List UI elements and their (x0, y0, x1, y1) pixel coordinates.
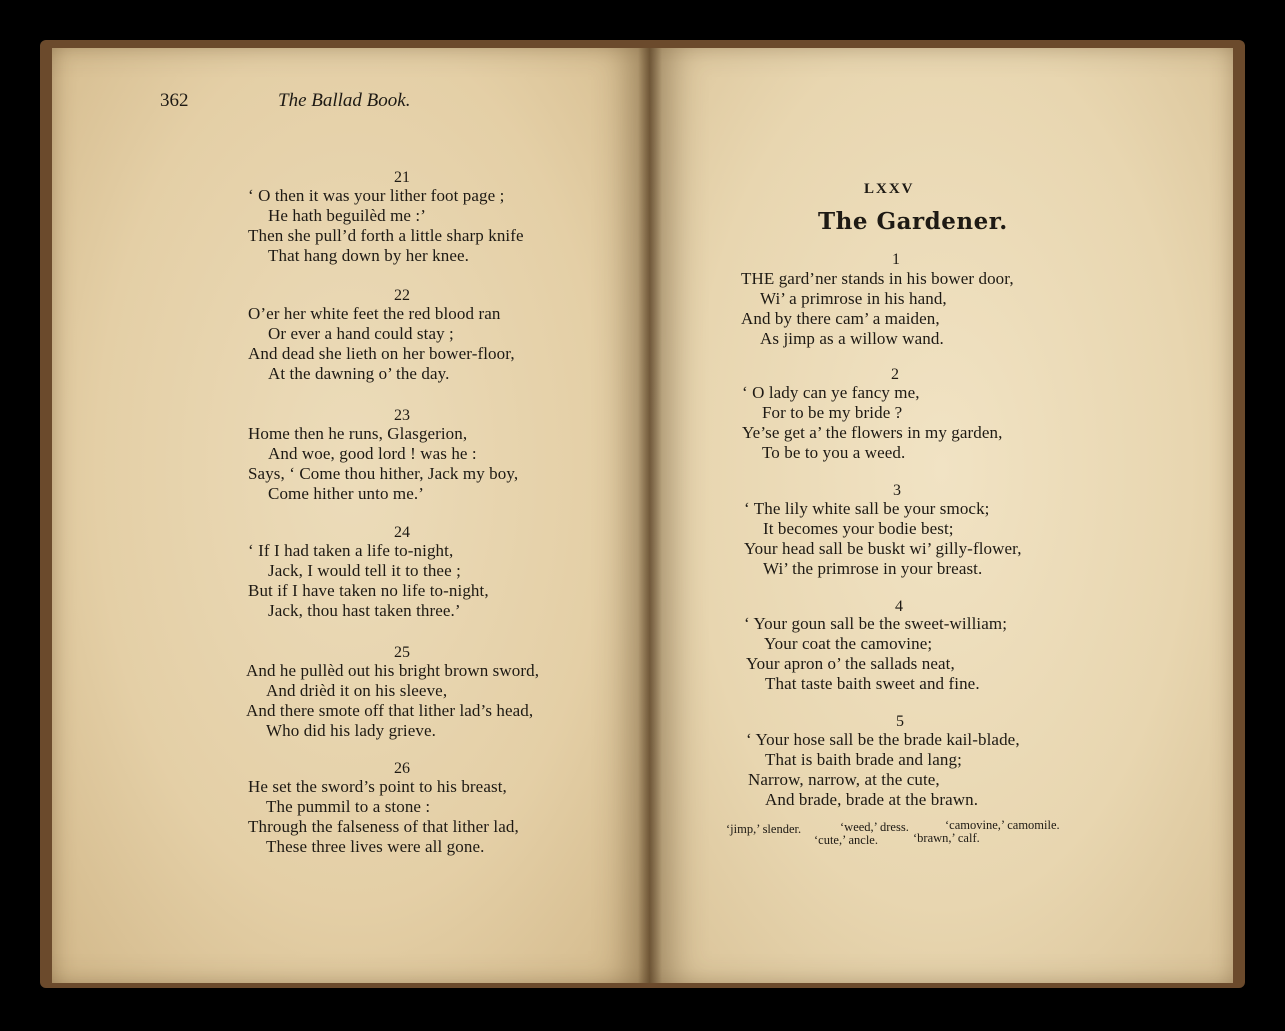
verse-line: That taste baith sweet and fine. (765, 674, 980, 693)
verse-line: He hath beguilèd me :’ (268, 206, 426, 225)
verse-line: Wi’ a primrose in his hand, (760, 289, 947, 308)
stanza-number: 25 (394, 644, 410, 661)
verse-line: Who did his lady grieve. (266, 721, 437, 740)
stanza-number: 23 (394, 407, 410, 424)
verse-line: Through the falseness of that lither lad, (248, 817, 519, 836)
verse-line: But if I have taken no life to-night, (248, 581, 489, 600)
verse-line: Jack, I would tell it to thee ; (268, 561, 461, 580)
verse-line: Your coat the camovine; (764, 634, 933, 653)
verse-line: He set the sword’s point to his breast, (248, 777, 507, 796)
verse-line: And by there cam’ a maiden, (741, 309, 940, 328)
verse-line: At the dawning o’ the day. (268, 364, 450, 383)
verse-line: Come hither unto me.’ (268, 484, 425, 503)
verse-line: And woe, good lord ! was he : (268, 444, 477, 463)
verse-line: These three lives were all gone. (266, 837, 485, 856)
verse-line: And there smote off that lither lad’s head, (246, 701, 534, 720)
stanza-number: 26 (394, 760, 410, 777)
verse-line: Then she pull’d forth a little sharp knife (248, 226, 524, 245)
page-number: 362 (160, 90, 189, 111)
stanza-number: 3 (893, 482, 901, 499)
verse-line: That is baith brade and lang; (765, 750, 962, 769)
glossary-entry: ‘jimp,’ slender. (726, 822, 802, 836)
verse-line: That hang down by her knee. (268, 246, 469, 265)
book-gutter (638, 48, 662, 983)
verse-line: And dead she lieth on her bower-floor, (248, 344, 515, 363)
verse-line: It becomes your bodie best; (763, 519, 954, 538)
glossary-entry: ‘camovine,’ camomile. (945, 818, 1060, 832)
verse-line: ‘ Your hose sall be the brade kail-blade, (746, 730, 1020, 749)
verse-line: ‘ O lady can ye fancy me, (742, 383, 920, 402)
verse-line: As jimp as a willow wand. (760, 329, 944, 348)
verse-line: And drièd it on his sleeve, (266, 681, 448, 700)
stanza-number: 21 (394, 169, 410, 186)
verse-line: And brade, brade at the brawn. (765, 790, 979, 809)
running-title: The Ballad Book. (278, 90, 411, 111)
verse-line: ‘ O then it was your lither foot page ; (248, 186, 505, 205)
glossary-entry: ‘cute,’ ancle. (814, 833, 878, 847)
glossary-entry: ‘weed,’ dress. (840, 820, 909, 834)
glossary-entry: ‘brawn,’ calf. (913, 831, 980, 845)
verse-line: Narrow, narrow, at the cute, (748, 770, 940, 789)
verse-line: Jack, thou hast taken three.’ (268, 601, 461, 620)
verse-line: Ye’se get a’ the flowers in my garden, (742, 423, 1003, 442)
stanza-number: 5 (896, 713, 904, 730)
ballad-number: LXXV (864, 181, 915, 197)
verse-line: O’er her white feet the red blood ran (248, 304, 501, 323)
stanza-number: 24 (394, 524, 410, 541)
verse-line: Says, ‘ Come thou hither, Jack my boy, (248, 464, 519, 483)
verse-line: ‘ If I had taken a life to-night, (248, 541, 454, 560)
verse-line: Your head sall be buskt wi’ gilly-flower, (744, 539, 1022, 558)
verse-line: Home then he runs, Glasgerion, (248, 424, 468, 443)
verse-line: ‘ Your goun sall be the sweet-william; (744, 614, 1008, 633)
verse-line: And he pullèd out his bright brown sword, (246, 661, 540, 680)
verse-line: ‘ The lily white sall be your smock; (744, 499, 990, 518)
open-book (40, 40, 1245, 988)
verse-line: Or ever a hand could stay ; (268, 324, 454, 343)
verse-line: For to be my bride ? (762, 403, 903, 422)
verse-line: THE gard’ner stands in his bower door, (741, 269, 1014, 288)
stanza-number: 2 (891, 366, 899, 383)
stanza-number: 1 (892, 251, 900, 268)
ballad-title: The Gardener. (818, 208, 1008, 235)
verse-line: The pummil to a stone : (266, 797, 431, 816)
verse-line: Wi’ the primrose in your breast. (763, 559, 983, 578)
stanza-number: 4 (895, 598, 903, 615)
verse-line: To be to you a weed. (762, 443, 906, 462)
stanza-number: 22 (394, 287, 410, 304)
verse-line: Your apron o’ the sallads neat, (746, 654, 955, 673)
